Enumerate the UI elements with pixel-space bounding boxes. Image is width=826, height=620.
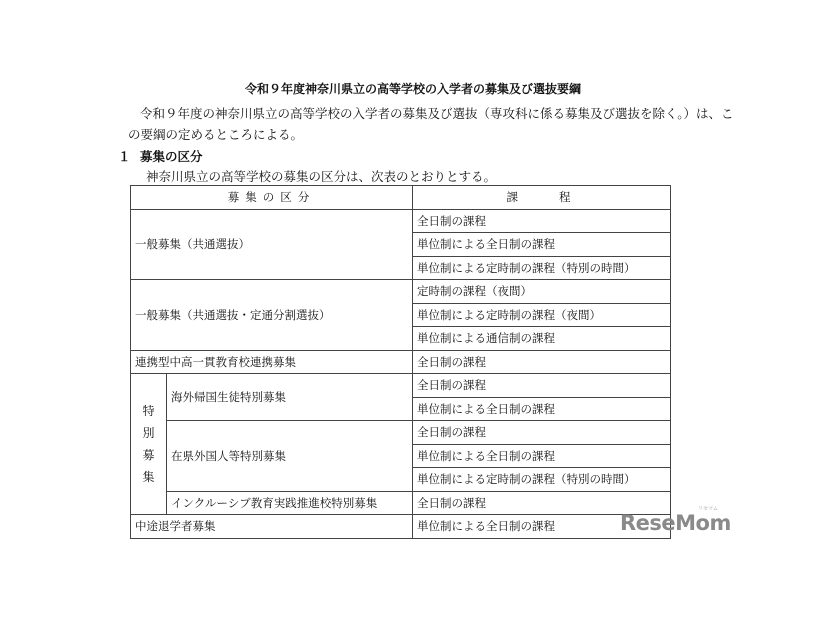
recruitment-table (130, 185, 671, 539)
course-cell: 単位制による全日制の課程 (413, 444, 671, 468)
category-cell: 一般募集（共通選抜・定通分割選抜） (131, 280, 413, 351)
course-cell: 単位制による全日制の課程 (413, 515, 671, 539)
resemom-logo (620, 506, 731, 535)
table-row (131, 350, 671, 374)
category-cell: 一般募集（共通選抜） (131, 209, 413, 280)
course-cell: 単位制による全日制の課程 (413, 233, 671, 257)
table-row (131, 209, 671, 233)
subcategory-cell: 在県外国人等特別募集 (167, 421, 413, 492)
table-row (131, 374, 671, 398)
table-row (131, 280, 671, 304)
header-course: 課 程 (413, 186, 671, 210)
vertical-char: 特 (142, 404, 155, 418)
logo-text: ReseMom (620, 511, 731, 535)
course-cell: 単位制による通信制の課程 (413, 327, 671, 351)
course-cell: 単位制による定時制の課程（特別の時間） (413, 256, 671, 280)
course-cell: 単位制による定時制の課程（特別の時間） (413, 468, 671, 492)
category-cell: 中途退学者募集 (131, 515, 413, 539)
course-cell: 定時制の課程（夜間） (413, 280, 671, 304)
section-title: 募集の区分 (140, 149, 203, 164)
section-heading (118, 149, 203, 165)
category-cell: 連携型中高一貫教育校連携募集 (131, 350, 413, 374)
table-header-row (131, 186, 671, 210)
table-row (131, 421, 671, 445)
vertical-char: 募 (142, 448, 155, 462)
header-category: 募集の区分 (131, 186, 413, 210)
course-cell: 単位制による定時制の課程（夜間） (413, 303, 671, 327)
course-cell: 全日制の課程 (413, 374, 671, 398)
course-cell: 全日制の課程 (413, 350, 671, 374)
special-recruitment-cell (131, 374, 167, 515)
course-cell: 全日制の課程 (413, 491, 671, 515)
subcategory-cell: インクルーシブ教育実践推進校特別募集 (167, 491, 413, 515)
course-cell: 全日制の課程 (413, 421, 671, 445)
table-row (131, 515, 671, 539)
logo-ruby: リセマム (698, 506, 718, 512)
course-cell: 全日制の課程 (413, 209, 671, 233)
vertical-char: 集 (142, 470, 155, 484)
subcategory-cell: 海外帰国生徒特別募集 (167, 374, 413, 421)
vertical-char: 別 (142, 426, 155, 440)
intro-paragraph: 令和９年度の神奈川県立の高等学校の入学者の募集及び選抜（専攻科に係る募集及び選抜を除く。）は、この要綱の定めるところによる。 (128, 106, 734, 142)
document-title: 令和９年度神奈川県立の高等学校の入学者の募集及び選抜要綱 (244, 82, 581, 96)
section-number: １ (118, 149, 131, 164)
course-cell: 単位制による全日制の課程 (413, 397, 671, 421)
table-row (131, 491, 671, 515)
section-lead: 神奈川県立の高等学校の募集の区分は、次表のとおりとする。 (146, 169, 497, 184)
